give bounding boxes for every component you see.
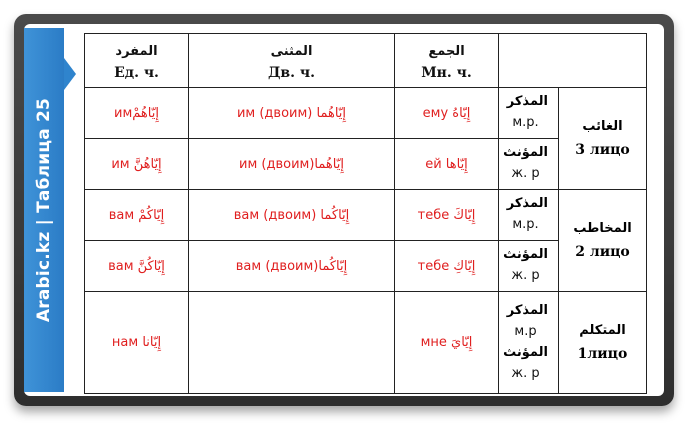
table-row <box>85 292 647 394</box>
gender-ar: المذكر <box>506 94 548 109</box>
gender-ru: м.р. <box>512 115 539 130</box>
person-ru: 3 лицо <box>575 142 630 158</box>
person-ru: 2 лицо <box>575 244 630 260</box>
pronoun-table <box>84 33 647 394</box>
person-ru: 1лицо <box>577 346 628 362</box>
gender-cell <box>499 139 559 190</box>
header-singular-ar: المفرد <box>115 44 158 59</box>
cell-singular: إِيّاهُنَّ им <box>85 139 189 190</box>
cell-dual: إِيّاهُما(двоим) им <box>189 139 395 190</box>
gender-cell <box>499 88 559 139</box>
person-ar: الغائب <box>582 119 623 134</box>
cell-singular: إِيّانا нам <box>85 292 189 394</box>
side-label: Arabic.kz | Таблица 25 <box>34 97 54 323</box>
cell-plural: إِيّاها ей <box>395 139 499 190</box>
header-plural-ar: الجمع <box>428 44 465 59</box>
gender-cell <box>499 241 559 292</box>
header-row <box>85 34 647 88</box>
cell-singular: إِيّاهُمْим <box>85 88 189 139</box>
cell-plural: إِيّايَ мне <box>395 292 499 394</box>
header-singular-ru: Ед. ч. <box>114 65 159 81</box>
gender-cell <box>499 292 559 394</box>
gender-ru: ж. р <box>511 166 540 181</box>
cell-dual <box>189 292 395 394</box>
header-dual-ar: المثنى <box>270 44 313 59</box>
cell-plural: إِيّاكَ тебе <box>395 190 499 241</box>
header-plural-ru: Мн. ч. <box>421 65 472 81</box>
cell-singular: إِيّاكُمْ вам <box>85 190 189 241</box>
gender-ru: ж. р <box>511 268 540 283</box>
gender-ar: المؤنث <box>503 247 548 262</box>
gender-ru: ж. р <box>511 365 540 381</box>
header-plural <box>395 34 499 88</box>
header-empty-person <box>559 34 647 88</box>
gender-ru: м.р <box>514 323 537 339</box>
table-row <box>85 190 647 241</box>
cell-plural: إِيّاكِ тебе <box>395 241 499 292</box>
person-cell <box>559 88 647 190</box>
cell-dual: إِيّاكُما (двоим) вам <box>189 190 395 241</box>
cell-dual: إِيّاهُما им (двоим) <box>189 88 395 139</box>
header-singular <box>85 34 189 88</box>
person-cell <box>559 292 647 394</box>
header-empty-gender <box>499 34 559 88</box>
gender-ar: المؤنث <box>503 145 548 160</box>
person-ar: المتكلم <box>579 323 626 338</box>
header-dual-ru: Дв. ч. <box>267 65 316 81</box>
person-ar: المخاطب <box>573 221 632 236</box>
cell-plural: إِيّاهُ ему <box>395 88 499 139</box>
gender-ar: المذكر <box>506 196 548 211</box>
gender-ru: м.р. <box>512 217 539 232</box>
cell-singular: إِيّاكُنَّ вам <box>85 241 189 292</box>
header-dual <box>189 34 395 88</box>
person-cell <box>559 190 647 292</box>
gender-ar: المؤنث <box>503 344 548 360</box>
gender-ar: المذكر <box>506 302 548 318</box>
cell-dual: إِيّاكُما(двоим) вам <box>189 241 395 292</box>
table-row <box>85 88 647 139</box>
gender-cell <box>499 190 559 241</box>
